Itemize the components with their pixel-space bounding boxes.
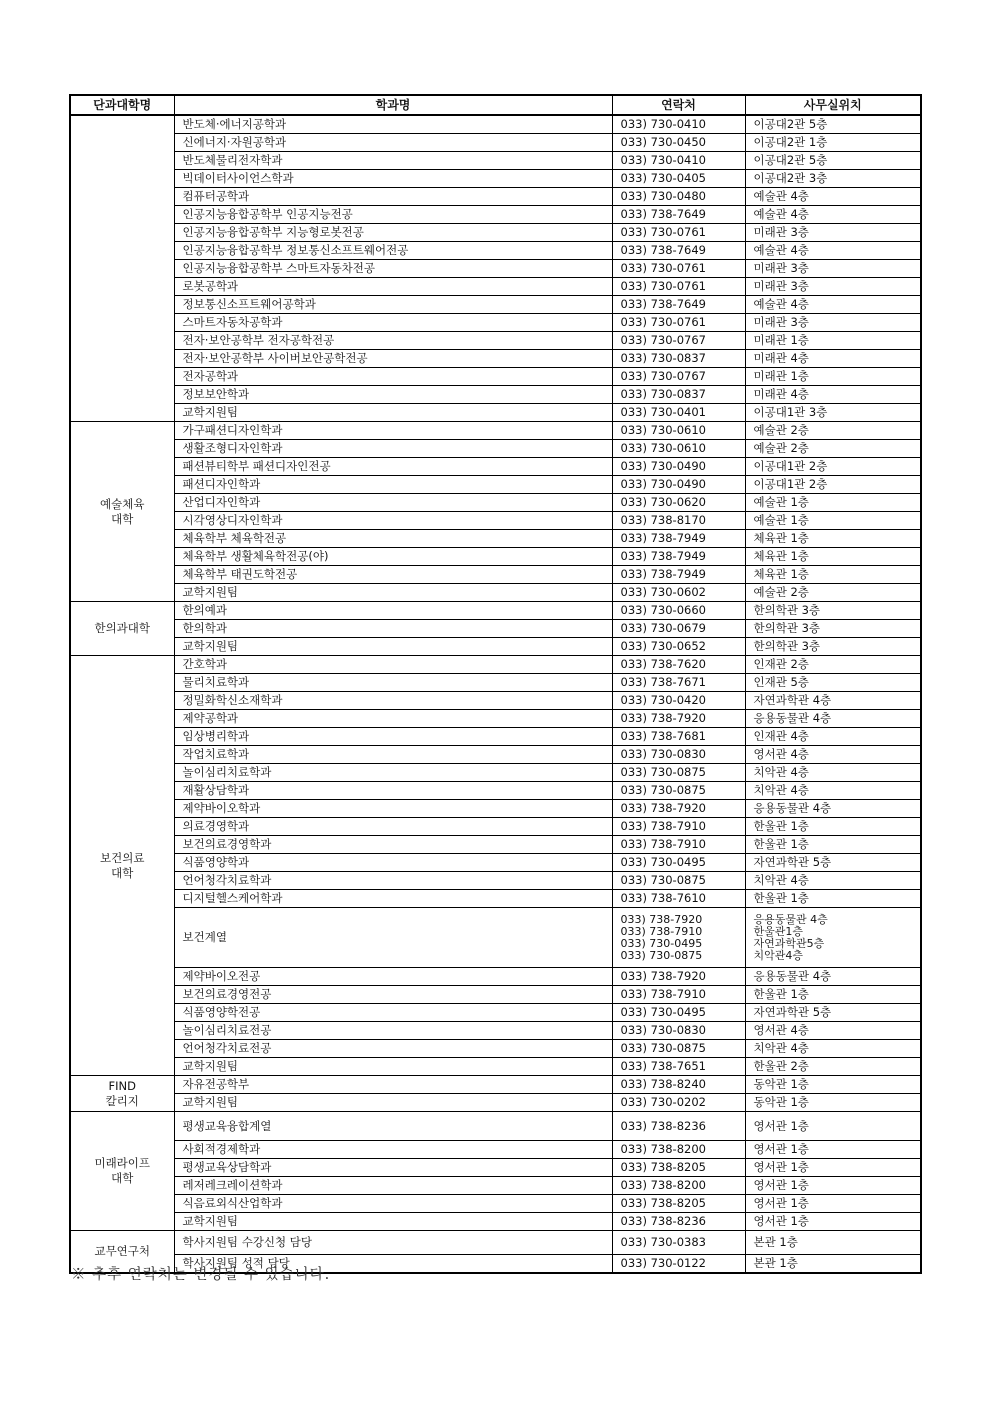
contact-number: 033) 738-7910 <box>612 836 745 854</box>
header-office: 사무실위치 <box>745 95 921 115</box>
office-location: 예술관 4층 <box>745 206 921 224</box>
office-location: 자연과학관 5층 <box>745 854 921 872</box>
table-row <box>70 908 921 968</box>
college-name: 예술체육 대학 <box>70 422 174 602</box>
header-department: 학과명 <box>174 95 612 115</box>
table-row <box>70 1141 921 1159</box>
contact-number: 033) 738-7649 <box>612 242 745 260</box>
table-row <box>70 890 921 908</box>
department-name: 식음료외식산업학과 <box>174 1195 612 1213</box>
department-name: 교학지원팀 <box>174 1094 612 1112</box>
department-name: 평생교육융합계열 <box>174 1112 612 1141</box>
contact-number: 033) 738-8170 <box>612 512 745 530</box>
table-row <box>70 458 921 476</box>
contact-number: 033) 730-0490 <box>612 476 745 494</box>
contact-number: 033) 730-0610 <box>612 440 745 458</box>
office-location: 영서관 1층 <box>745 1141 921 1159</box>
office-location: 이공대1관 3층 <box>745 404 921 422</box>
department-name: 교학지원팀 <box>174 638 612 656</box>
office-location: 치악관 4층 <box>745 782 921 800</box>
table-row <box>70 764 921 782</box>
college-name: FIND 칼리지 <box>70 1076 174 1112</box>
office-location: 예술관 2층 <box>745 584 921 602</box>
department-name: 교학지원팀 <box>174 1058 612 1076</box>
table-row <box>70 800 921 818</box>
department-directory-table <box>69 94 922 1274</box>
contact-number: 033) 730-0610 <box>612 422 745 440</box>
department-name: 자유전공학부 <box>174 1076 612 1094</box>
department-name: 제약바이오전공 <box>174 968 612 986</box>
office-location: 예술관 2층 <box>745 422 921 440</box>
contact-number: 033) 738-7620 <box>612 656 745 674</box>
office-location: 영서관 1층 <box>745 1213 921 1231</box>
table-row <box>70 968 921 986</box>
contact-number: 033) 738-7910 <box>612 986 745 1004</box>
office-location: 한울관 1층 <box>745 836 921 854</box>
office-location: 동악관 1층 <box>745 1076 921 1094</box>
table-row <box>70 656 921 674</box>
office-location: 이공대2관 5층 <box>745 115 921 134</box>
office-location: 한울관 1층 <box>745 986 921 1004</box>
table-row <box>70 674 921 692</box>
contact-number: 033) 730-0761 <box>612 224 745 242</box>
table-row <box>70 728 921 746</box>
department-name: 제약바이오학과 <box>174 800 612 818</box>
department-name: 놀이심리치료학과 <box>174 764 612 782</box>
office-location: 인재관 2층 <box>745 656 921 674</box>
college-name: 교무연구처 <box>70 1231 174 1274</box>
contact-number: 033) 730-0383 <box>612 1231 745 1255</box>
contact-number: 033) 738-7949 <box>612 566 745 584</box>
table-row <box>70 818 921 836</box>
table-row <box>70 602 921 620</box>
contact-number: 033) 730-0875 <box>612 782 745 800</box>
department-name: 식품영양학전공 <box>174 1004 612 1022</box>
table-row <box>70 620 921 638</box>
table-row <box>70 584 921 602</box>
contact-number: 033) 730-0767 <box>612 368 745 386</box>
contact-number: 033) 730-0837 <box>612 350 745 368</box>
office-location: 한의학관 3층 <box>745 638 921 656</box>
contact-number: 033) 738-7920 <box>612 710 745 728</box>
office-location: 미래관 3층 <box>745 260 921 278</box>
table-row <box>70 710 921 728</box>
table-row <box>70 494 921 512</box>
office-location: 한의학관 3층 <box>745 602 921 620</box>
table-row <box>70 314 921 332</box>
department-name: 정보통신소프트웨어공학과 <box>174 296 612 314</box>
contact-number: 033) 738-7949 <box>612 530 745 548</box>
contact-number: 033) 738-7610 <box>612 890 745 908</box>
contact-number: 033) 738-8200 <box>612 1177 745 1195</box>
table-row <box>70 188 921 206</box>
department-name: 교학지원팀 <box>174 584 612 602</box>
department-name: 물리치료학과 <box>174 674 612 692</box>
department-name: 학사지원팀 수강신청 담당 <box>174 1231 612 1255</box>
department-name: 보건계열 <box>174 908 612 968</box>
office-location: 체육관 1층 <box>745 566 921 584</box>
table-row <box>70 1159 921 1177</box>
header-college: 단과대학명 <box>70 95 174 115</box>
department-name: 보건의료경영학과 <box>174 836 612 854</box>
office-location: 응용동물관 4층 <box>745 968 921 986</box>
contact-number: 033) 730-0652 <box>612 638 745 656</box>
table-row <box>70 278 921 296</box>
contact-number: 033) 730-0837 <box>612 386 745 404</box>
contact-number: 033) 730-0202 <box>612 1094 745 1112</box>
contact-number: 033) 730-0620 <box>612 494 745 512</box>
office-location: 영서관 1층 <box>745 1159 921 1177</box>
contact-number: 033) 738-8236 <box>612 1213 745 1231</box>
contact-number: 033) 730-0490 <box>612 458 745 476</box>
department-name: 빅데이터사이언스학과 <box>174 170 612 188</box>
contact-number: 033) 738-7910 <box>612 818 745 836</box>
header-row <box>70 95 921 115</box>
office-location: 미래관 1층 <box>745 332 921 350</box>
table-row <box>70 350 921 368</box>
department-name: 레저레크레이션학과 <box>174 1177 612 1195</box>
office-location: 영서관 1층 <box>745 1112 921 1141</box>
office-location: 미래관 4층 <box>745 386 921 404</box>
contact-number: 033) 738-7920 033) 738-7910 033) 730-0495 033) 730-0875 <box>612 908 745 968</box>
table-row <box>70 296 921 314</box>
office-location: 인재관 4층 <box>745 728 921 746</box>
table-row <box>70 260 921 278</box>
department-name: 언어청각치료전공 <box>174 1040 612 1058</box>
department-name: 보건의료경영전공 <box>174 986 612 1004</box>
contact-number: 033) 730-0761 <box>612 260 745 278</box>
table-row <box>70 242 921 260</box>
office-location: 본관 1층 <box>745 1231 921 1255</box>
department-name: 시각영상디자인학과 <box>174 512 612 530</box>
office-location: 영서관 4층 <box>745 1022 921 1040</box>
table-row <box>70 368 921 386</box>
table-row <box>70 1040 921 1058</box>
contact-number: 033) 730-0122 <box>612 1255 745 1274</box>
footnote: ※ 추후 연락처는 변경될 수 있습니다. <box>71 1267 331 1283</box>
header-contact: 연락처 <box>612 95 745 115</box>
contact-number: 033) 738-8205 <box>612 1159 745 1177</box>
department-name: 교학지원팀 <box>174 1213 612 1231</box>
table-row <box>70 332 921 350</box>
office-location: 한울관 2층 <box>745 1058 921 1076</box>
contact-number: 033) 730-0401 <box>612 404 745 422</box>
contact-number: 033) 730-0875 <box>612 764 745 782</box>
department-name: 임상병리학과 <box>174 728 612 746</box>
department-name: 패션뷰티학부 패션디자인전공 <box>174 458 612 476</box>
college-name <box>70 115 174 422</box>
department-name: 로봇공학과 <box>174 278 612 296</box>
table-row <box>70 476 921 494</box>
contact-number: 033) 730-0761 <box>612 314 745 332</box>
department-name: 신에너지·자원공학과 <box>174 134 612 152</box>
department-name: 체육학부 체육학전공 <box>174 530 612 548</box>
table-row <box>70 386 921 404</box>
office-location: 한울관 1층 <box>745 818 921 836</box>
contact-number: 033) 730-0405 <box>612 170 745 188</box>
department-name: 산업디자인학과 <box>174 494 612 512</box>
contact-number: 033) 738-7681 <box>612 728 745 746</box>
contact-number: 033) 730-0875 <box>612 872 745 890</box>
table-row <box>70 422 921 440</box>
department-name: 학사지원팀 성적 담당 <box>174 1255 612 1274</box>
office-location: 이공대1관 2층 <box>745 458 921 476</box>
department-name: 한의예과 <box>174 602 612 620</box>
contact-number: 033) 738-7651 <box>612 1058 745 1076</box>
department-name: 인공지능융합공학부 지능형로봇전공 <box>174 224 612 242</box>
office-location: 예술관 1층 <box>745 512 921 530</box>
table-row <box>70 1076 921 1094</box>
office-location: 치악관 4층 <box>745 764 921 782</box>
contact-number: 033) 730-0830 <box>612 746 745 764</box>
contact-number: 033) 738-7920 <box>612 800 745 818</box>
contact-number: 033) 738-7671 <box>612 674 745 692</box>
office-location: 응용동물관 4층 <box>745 710 921 728</box>
contact-number: 033) 730-0480 <box>612 188 745 206</box>
office-location: 동악관 1층 <box>745 1094 921 1112</box>
contact-number: 033) 730-0602 <box>612 584 745 602</box>
contact-number: 033) 730-0767 <box>612 332 745 350</box>
office-location: 미래관 3층 <box>745 314 921 332</box>
office-location: 자연과학관 5층 <box>745 1004 921 1022</box>
table-row <box>70 152 921 170</box>
contact-number: 033) 730-0410 <box>612 115 745 134</box>
directory-body <box>70 115 921 1273</box>
table-row <box>70 440 921 458</box>
table-row <box>70 1231 921 1255</box>
department-name: 생활조형디자인학과 <box>174 440 612 458</box>
department-name: 언어청각치료학과 <box>174 872 612 890</box>
office-location: 한울관 1층 <box>745 890 921 908</box>
contact-number: 033) 730-0875 <box>612 1040 745 1058</box>
office-location: 영서관 1층 <box>745 1195 921 1213</box>
department-name: 사회적경제학과 <box>174 1141 612 1159</box>
table-row <box>70 206 921 224</box>
college-name: 한의과대학 <box>70 602 174 656</box>
department-name: 의료경영학과 <box>174 818 612 836</box>
office-location: 이공대2관 5층 <box>745 152 921 170</box>
table-row <box>70 1058 921 1076</box>
office-location: 본관 1층 <box>745 1255 921 1274</box>
department-name: 전자공학과 <box>174 368 612 386</box>
office-location: 이공대2관 3층 <box>745 170 921 188</box>
department-name: 한의학과 <box>174 620 612 638</box>
department-name: 인공지능융합공학부 스마트자동차전공 <box>174 260 612 278</box>
department-name: 놀이심리치료전공 <box>174 1022 612 1040</box>
contact-number: 033) 730-0830 <box>612 1022 745 1040</box>
office-location: 예술관 4층 <box>745 242 921 260</box>
contact-number: 033) 730-0420 <box>612 692 745 710</box>
office-location: 예술관 2층 <box>745 440 921 458</box>
office-location: 응용동물관 4층 한울관1층 자연과학관5층 치악관4층 <box>745 908 921 968</box>
office-location: 영서관 1층 <box>745 1177 921 1195</box>
office-location: 한의학관 3층 <box>745 620 921 638</box>
office-location: 예술관 1층 <box>745 494 921 512</box>
table-row <box>70 638 921 656</box>
department-name: 간호학과 <box>174 656 612 674</box>
department-name: 정보보안학과 <box>174 386 612 404</box>
table-row <box>70 134 921 152</box>
table-row <box>70 1094 921 1112</box>
contact-number: 033) 730-0679 <box>612 620 745 638</box>
contact-number: 033) 730-0450 <box>612 134 745 152</box>
table-row <box>70 530 921 548</box>
department-name: 인공지능융합공학부 정보통신소프트웨어전공 <box>174 242 612 260</box>
contact-number: 033) 738-8236 <box>612 1112 745 1141</box>
college-name: 보건의료 대학 <box>70 656 174 1076</box>
department-name: 디지털헬스케어학과 <box>174 890 612 908</box>
table-row <box>70 566 921 584</box>
office-location: 응용동물관 4층 <box>745 800 921 818</box>
table-row <box>70 1177 921 1195</box>
department-name: 인공지능융합공학부 인공지능전공 <box>174 206 612 224</box>
contact-number: 033) 730-0410 <box>612 152 745 170</box>
department-name: 정밀화학신소재학과 <box>174 692 612 710</box>
office-location: 체육관 1층 <box>745 530 921 548</box>
contact-number: 033) 738-7920 <box>612 968 745 986</box>
table-row <box>70 512 921 530</box>
table-row <box>70 170 921 188</box>
department-name: 반도체물리전자학과 <box>174 152 612 170</box>
department-name: 패션디자인학과 <box>174 476 612 494</box>
office-location: 인재관 5층 <box>745 674 921 692</box>
office-location: 미래관 3층 <box>745 278 921 296</box>
contact-number: 033) 738-7649 <box>612 206 745 224</box>
table-row <box>70 1195 921 1213</box>
contact-number: 033) 738-7949 <box>612 548 745 566</box>
department-name: 재활상담학과 <box>174 782 612 800</box>
office-location: 치악관 4층 <box>745 1040 921 1058</box>
office-location: 미래관 1층 <box>745 368 921 386</box>
contact-number: 033) 730-0761 <box>612 278 745 296</box>
contact-number: 033) 730-0495 <box>612 1004 745 1022</box>
office-location: 영서관 4층 <box>745 746 921 764</box>
contact-number: 033) 730-0495 <box>612 854 745 872</box>
table-row <box>70 1112 921 1141</box>
contact-number: 033) 738-8205 <box>612 1195 745 1213</box>
department-name: 가구패션디자인학과 <box>174 422 612 440</box>
office-location: 미래관 4층 <box>745 350 921 368</box>
department-name: 체육학부 태권도학전공 <box>174 566 612 584</box>
table-row <box>70 782 921 800</box>
table-row <box>70 746 921 764</box>
table-row <box>70 115 921 134</box>
table-row <box>70 1004 921 1022</box>
office-location: 미래관 3층 <box>745 224 921 242</box>
office-location: 예술관 4층 <box>745 296 921 314</box>
contact-number: 033) 730-0660 <box>612 602 745 620</box>
office-location: 자연과학관 4층 <box>745 692 921 710</box>
contact-number: 033) 738-8200 <box>612 1141 745 1159</box>
table-row <box>70 224 921 242</box>
contact-number: 033) 738-8240 <box>612 1076 745 1094</box>
department-name: 체육학부 생활체육학전공(야) <box>174 548 612 566</box>
table-row <box>70 548 921 566</box>
department-name: 전자·보안공학부 사이버보안공학전공 <box>174 350 612 368</box>
table-row <box>70 836 921 854</box>
department-name: 교학지원팀 <box>174 404 612 422</box>
table-row <box>70 1022 921 1040</box>
department-name: 반도체·에너지공학과 <box>174 115 612 134</box>
office-location: 치악관 4층 <box>745 872 921 890</box>
table-row <box>70 404 921 422</box>
department-name: 스마트자동차공학과 <box>174 314 612 332</box>
table-row <box>70 986 921 1004</box>
department-name: 컴퓨터공학과 <box>174 188 612 206</box>
table-row <box>70 692 921 710</box>
college-name: 미래라이프 대학 <box>70 1112 174 1231</box>
table-row <box>70 872 921 890</box>
office-location: 체육관 1층 <box>745 548 921 566</box>
table-row <box>70 1213 921 1231</box>
department-name: 작업치료학과 <box>174 746 612 764</box>
department-name: 제약공학과 <box>174 710 612 728</box>
department-name: 식품영양학과 <box>174 854 612 872</box>
office-location: 예술관 4층 <box>745 188 921 206</box>
office-location: 이공대1관 2층 <box>745 476 921 494</box>
department-name: 평생교육상담학과 <box>174 1159 612 1177</box>
department-name: 전자·보안공학부 전자공학전공 <box>174 332 612 350</box>
office-location: 이공대2관 1층 <box>745 134 921 152</box>
contact-number: 033) 738-7649 <box>612 296 745 314</box>
table-row <box>70 854 921 872</box>
